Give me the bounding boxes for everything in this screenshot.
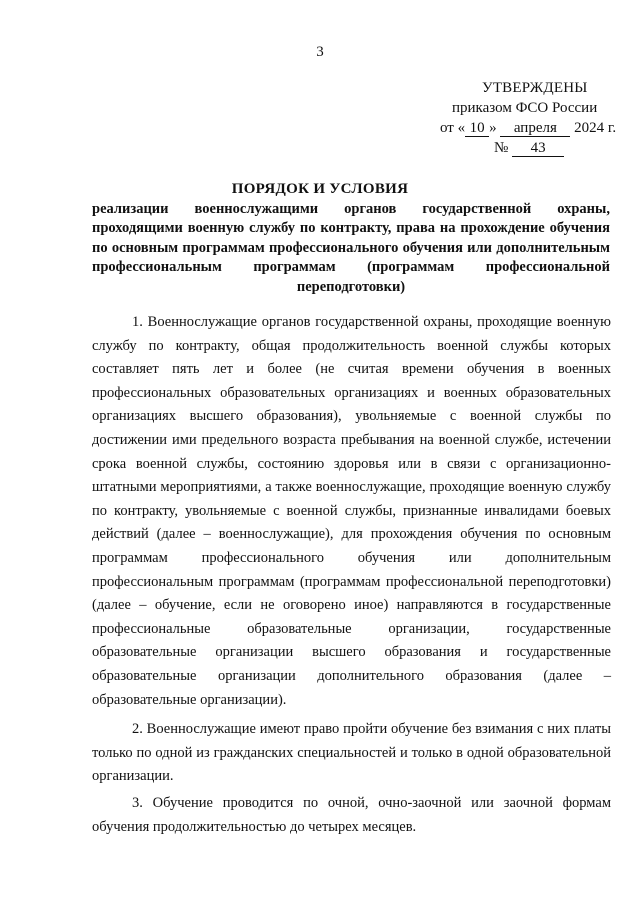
order-number: 43 [512,141,564,157]
date-prefix: от « [440,120,466,136]
paragraph-3: 3. Обучение проводится по очной, очно-заочной или заочной формам обучения продолжительностью до четырех месяцев. [92,795,611,835]
date-day: 10 [465,121,489,137]
paragraph-1: 1. Военнослужащие органов государственной охраны, проходящие военную службу по контракту, общая продолжительность военной службы которых составляет пять лет и более (не считая времени обучения в военных профессиональных образовательных организациях и военных образовательных организациях высшего образования), увольняемые с военной службы по достижении ими предельного возраста пребывания на военной службе, истечении срока военной службы, состоянию здоровья или в связи с организационно-штатными мероприятиями, а также военнослужащие, проходящие военную службу по контракту, увольняемые с военной службы, признанные инвалидами боевых действий (далее – военнослужащие), для прохождения обучения по основным программам профессионального обучения или дополнительным профессиональным программам (программам профессиональной переподготовки) (далее – обучение, если не оговорено иное) направляются в государственные профессиональные образовательные организации, государственные образовательные организации высшего образования и государственные образовательные организации дополнительного образования (далее – образовательные организации). [92,314,611,708]
approval-number [494,138,564,158]
date-year: 2024 г. [574,120,617,136]
approval-heading: УТВЕРЖДЕНЫ [482,80,588,96]
document-title: ПОРЯДОК И УСЛОВИЯ [231,181,409,197]
paragraph-2: 2. Военнослужащие имеют право пройти обучение без взимания с них платы только по одной из гражданских специальностей и только в одной образовательной организации. [92,721,611,785]
document-subtitle: реализации военнослужащими органов государственной охраны, проходящими военную службу по контракту, права на прохождение обучения по основным программам профессионального обучения или дополнительным профессиональным программам (программам профессиональной переподготовки) [92,201,610,295]
date-month: апреля [500,121,570,137]
approval-order: приказом ФСО России [452,100,598,116]
date-mid: » [489,120,497,136]
page-number: 3 [316,44,324,60]
number-prefix: № [494,140,509,156]
approval-date [440,118,616,138]
